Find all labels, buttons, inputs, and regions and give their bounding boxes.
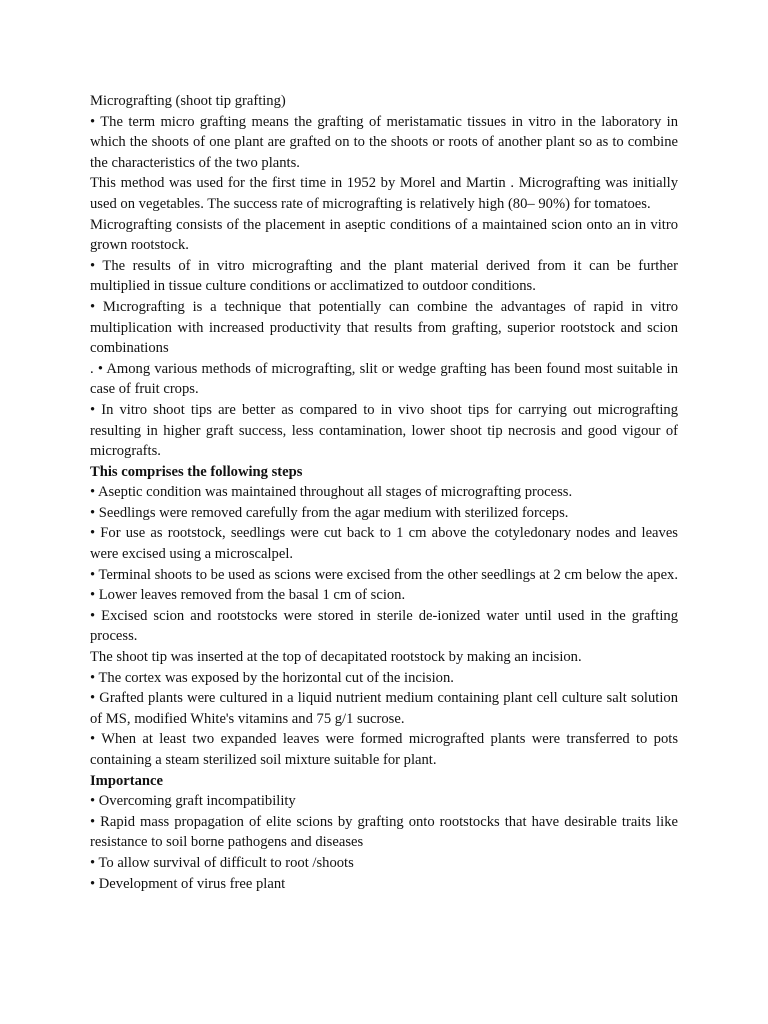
step-item: • When at least two expanded leaves were formed micrografted plants were transferred to pots containing a steam sterilized soil mixture suitable for plant. <box>90 731 678 768</box>
step-item: • Grafted plants were cultured in a liquid nutrient medium containing plant cell culture salt solution of MS, modified White's vitamins and 75 g/1 sucrose. <box>90 690 678 727</box>
intro-paragraph-methods: . • Among various methods of micrografting, slit or wedge grafting has been found most suitable in case of fruit crops. <box>90 360 678 398</box>
step-item: • Seedlings were removed carefully from the agar medium with sterilized forceps. <box>90 504 569 521</box>
document-page <box>90 91 678 894</box>
importance-item: • Development of virus free plant <box>90 875 286 892</box>
intro-paragraph-technique: • Mıcrografting is a technique that potentially can combine the advantages of rapid in vitro multiplication with increased productivity that results from grafting, superior rootstock and scion combinations <box>90 298 678 357</box>
steps-heading: This comprises the following steps <box>90 463 303 480</box>
step-item: • Excised scion and rootstocks were stored in sterile de-ionized water until used in the grafting process. <box>90 607 678 645</box>
intro-paragraph-history: This method was used for the first time in 1952 by Morel and Martin . Micrografting was initially used on vegetables. The success rate of micrografting is relatively high (80– 90%) for tomatoes. <box>90 175 678 212</box>
document-title: Micrografting (shoot tip grafting) <box>90 93 286 109</box>
importance-item: • To allow survival of difficult to root /shoots <box>90 854 354 871</box>
intro-paragraph-placement: Micrografting consists of the placement in aseptic conditions of a maintained scion onto an in vitro grown rootstock. <box>90 216 678 254</box>
intro-paragraph-results: • The results of in vitro micrografting and the plant material derived from it can be further multiplied in tissue culture conditions or acclimatized to outdoor conditions. <box>90 257 678 295</box>
importance-item: • Overcoming graft incompatibility <box>90 793 296 810</box>
step-item: • Terminal shoots to be used as scions were excised from the other seedlings at 2 cm below the apex. • Lower leaves removed from the basal 1 cm of scion. <box>90 566 678 604</box>
step-item: • For use as rootstock, seedlings were cut back to 1 cm above the cotyledonary nodes and leaves were excised using a microscalpel. <box>90 525 678 563</box>
intro-paragraph-definition: • The term micro grafting means the grafting of meristamatic tissues in vitro in the laboratory in which the shoots of one plant are grafted on to the shoots or roots of another plant so as to combine the characteristics of the two plants. <box>90 113 678 171</box>
step-item: • The cortex was exposed by the horizontal cut of the incision. <box>90 669 454 686</box>
intro-paragraph-shoot-tips: • In vitro shoot tips are better as compared to in vivo shoot tips for carrying out micrografting resulting in higher graft success, less contamination, lower shoot tip necrosis and good vigour of micrografts. <box>90 401 678 460</box>
importance-item: • Rapid mass propagation of elite scions by grafting onto rootstocks that have desirable traits like resistance to soil borne pathogens and diseases <box>90 813 678 851</box>
importance-heading: Importance <box>90 772 163 789</box>
step-item: • Aseptic condition was maintained throughout all stages of micrografting process. <box>90 484 573 501</box>
step-item: The shoot tip was inserted at the top of decapitated rootstock by making an incision. <box>90 649 582 666</box>
